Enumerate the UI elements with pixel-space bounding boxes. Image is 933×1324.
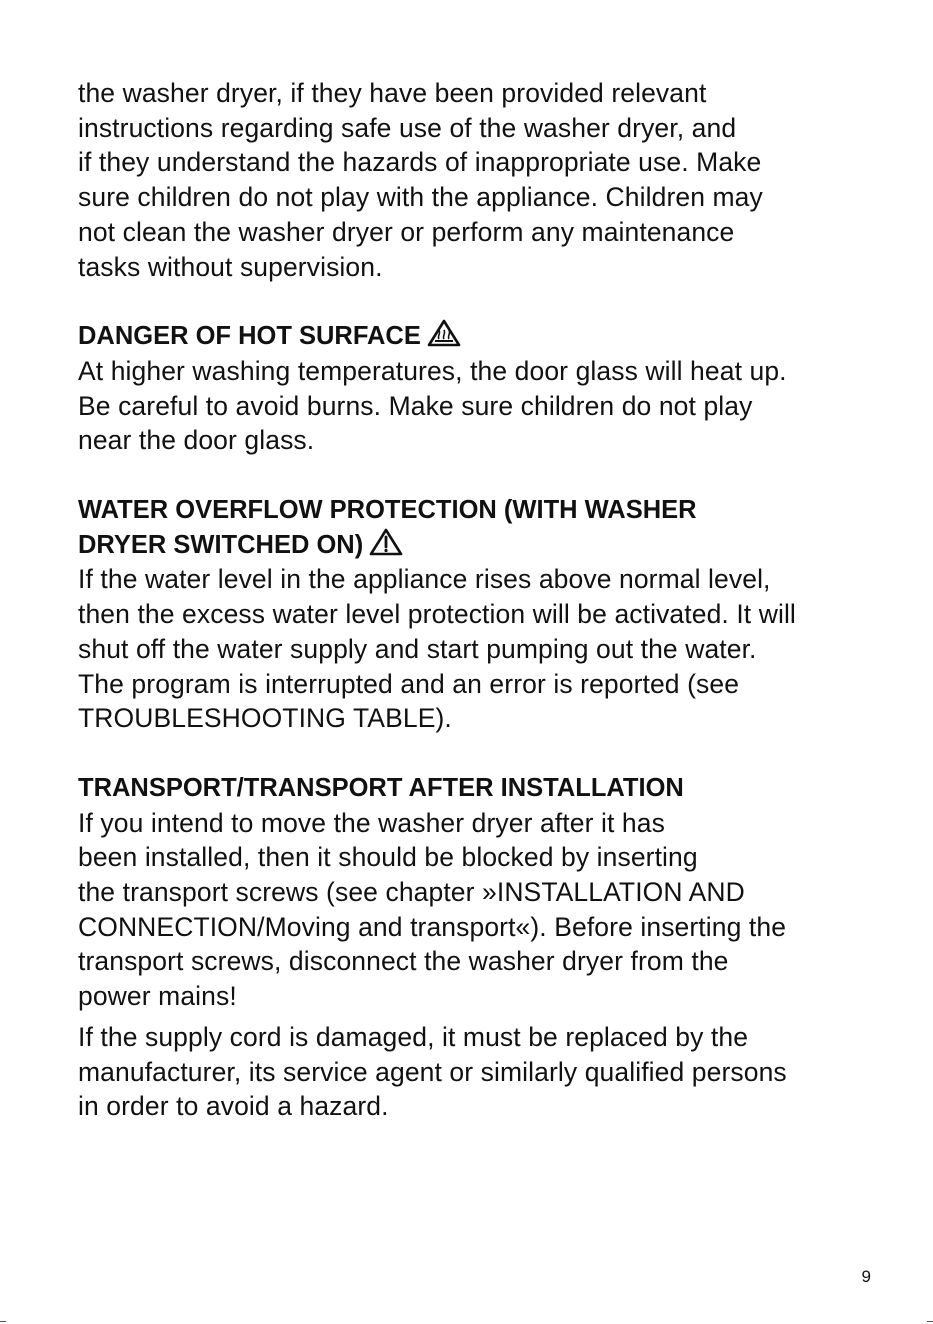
text-line: power mains! xyxy=(78,981,237,1012)
transport-heading: TRANSPORT/TRANSPORT AFTER INSTALLATION xyxy=(78,773,684,802)
text-line: the transport screws (see chapter »INSTALLATION AND xyxy=(78,877,745,908)
hot-surface-section xyxy=(78,319,868,458)
crop-mark-left xyxy=(0,1321,6,1322)
text-line: If the water level in the appliance rises above normal level, xyxy=(78,564,771,595)
supply-cord-paragraph xyxy=(78,1020,868,1124)
overflow-section xyxy=(78,493,868,736)
text-line: not clean the washer dryer or perform any maintenance xyxy=(78,216,735,247)
text-line: instructions regarding safe use of the washer dryer, and xyxy=(78,112,737,143)
text-line: then the excess water level protection will be activated. It will xyxy=(78,599,796,630)
text-line: been installed, then it should be blocked by inserting xyxy=(78,842,698,873)
overflow-heading-line-2: DRYER SWITCHED ON) xyxy=(78,530,364,559)
text-line: CONNECTION/Moving and transport«). Before inserting the xyxy=(78,911,787,942)
section-heading xyxy=(78,528,868,563)
text-line: If the supply cord is damaged, it must be replaced by the xyxy=(78,1021,749,1052)
text-line: TROUBLESHOOTING TABLE). xyxy=(78,703,452,734)
page-number: 9 xyxy=(861,1267,871,1286)
section-heading xyxy=(78,319,868,354)
hot-surface-warning-icon xyxy=(427,319,461,347)
text-line: if they understand the hazards of inappropriate use. Make xyxy=(78,147,762,178)
text-line: sure children do not play with the appliance. Children may xyxy=(78,182,763,213)
text-line: At higher washing temperatures, the door glass will heat up. xyxy=(78,355,787,386)
intro-paragraph xyxy=(78,76,868,284)
text-line: in order to avoid a hazard. xyxy=(78,1091,389,1122)
text-line: Be careful to avoid burns. Make sure children do not play xyxy=(78,390,753,421)
crop-mark-right xyxy=(927,1321,933,1322)
text-line: the washer dryer, if they have been provided relevant xyxy=(78,78,707,108)
text-line: If you intend to move the washer dryer after it has xyxy=(78,807,665,838)
text-line: shut off the water supply and start pumping out the water. xyxy=(78,633,757,664)
text-line: near the door glass. xyxy=(78,425,315,456)
document-page xyxy=(78,76,868,1124)
text-line: transport screws, disconnect the washer dryer from the xyxy=(78,946,729,977)
text-line: The program is interrupted and an error is reported (see xyxy=(78,668,740,699)
transport-section xyxy=(78,771,868,1014)
text-line: tasks without supervision. xyxy=(78,251,383,282)
exclamation-warning-icon xyxy=(369,528,403,556)
hot-surface-heading: DANGER OF HOT SURFACE xyxy=(78,322,421,351)
overflow-heading-line-1: WATER OVERFLOW PROTECTION (WITH WASHER xyxy=(78,496,697,525)
text-line: manufacturer, its service agent or similarly qualified persons xyxy=(78,1056,787,1087)
